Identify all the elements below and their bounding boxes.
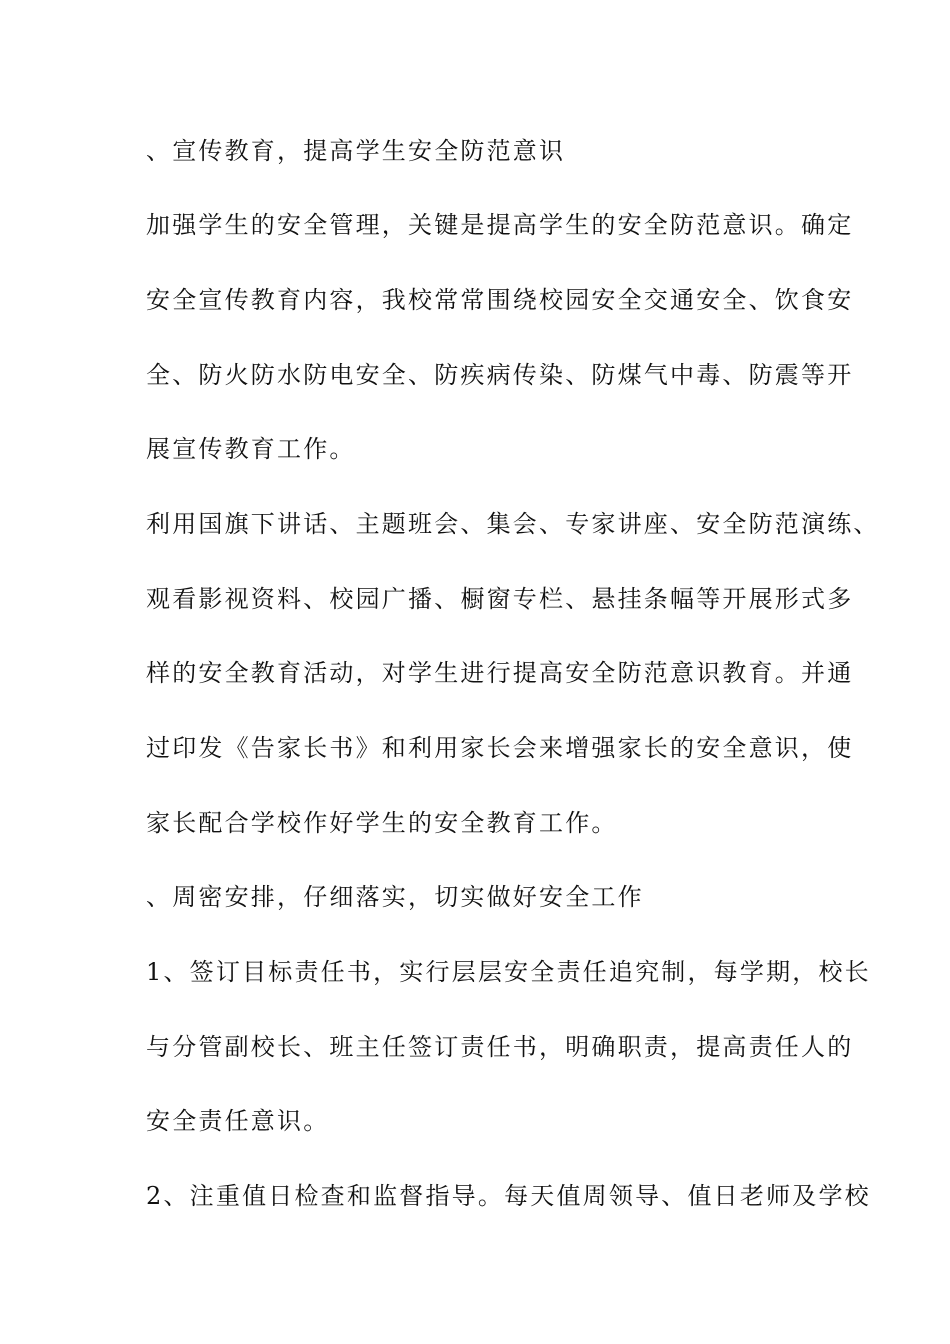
paragraph-line: 利用国旗下讲话、主题班会、集会、专家讲座、安全防范演练、 xyxy=(146,510,880,538)
paragraph-line: 1、签订目标责任书，实行层层安全责任追究制，每学期，校长 xyxy=(146,958,871,986)
section-heading-2: 、周密安排，仔细落实，切实做好安全工作 xyxy=(146,883,644,911)
paragraph-line: 过印发《告家长书》和利用家长会来增强家长的安全意识，使 xyxy=(146,734,854,762)
paragraph-line: 展宣传教育工作。 xyxy=(146,435,356,463)
paragraph-line: 全、防火防水防电安全、防疾病传染、防煤气中毒、防震等开 xyxy=(146,361,854,389)
paragraph-line: 观看影视资料、校园广播、橱窗专栏、悬挂条幅等开展形式多 xyxy=(146,585,854,613)
paragraph-line: 与分管副校长、班主任签订责任书，明确职责，提高责任人的 xyxy=(146,1033,854,1061)
section-heading-1: 、宣传教育，提高学生安全防范意识 xyxy=(146,137,566,165)
paragraph-line: 加强学生的安全管理，关键是提高学生的安全防范意识。确定 xyxy=(146,211,854,239)
paragraph-line: 安全责任意识。 xyxy=(146,1107,330,1135)
paragraph-line: 家长配合学校作好学生的安全教育工作。 xyxy=(146,809,618,837)
paragraph-line: 安全宣传教育内容，我校常常围绕校园安全交通安全、饮食安 xyxy=(146,286,854,314)
paragraph-line: 样的安全教育活动，对学生进行提高安全防范意识教育。并通 xyxy=(146,659,854,687)
paragraph-line: 2、注重值日检查和监督指导。每天值周领导、值日老师及学校 xyxy=(146,1182,871,1210)
